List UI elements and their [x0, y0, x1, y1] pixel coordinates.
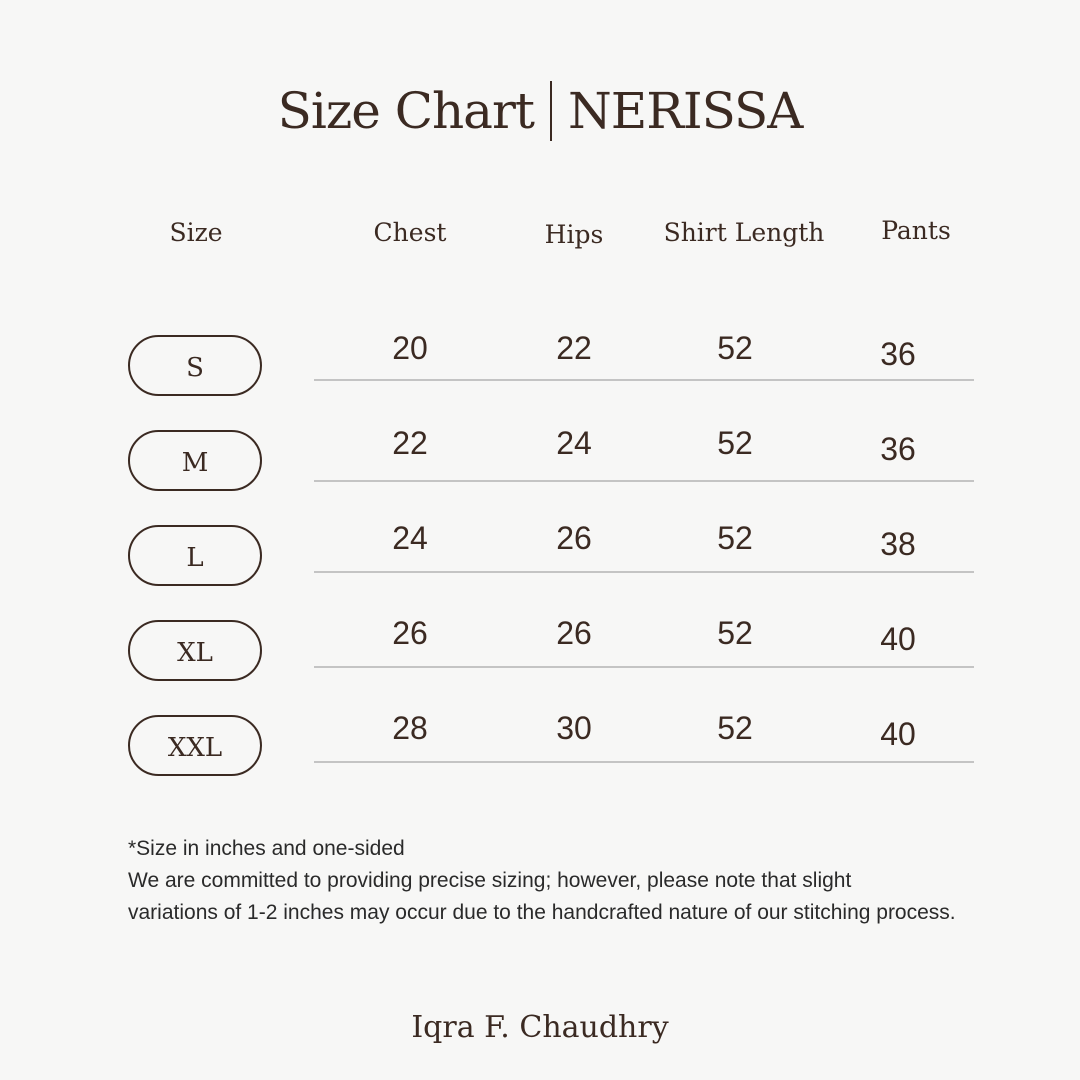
row-divider: [314, 761, 974, 763]
cell-hips: 26: [556, 520, 592, 556]
cell-hips: 24: [556, 425, 592, 461]
cell-chest: 24: [392, 520, 428, 556]
brand-name: Iqra F. Chaudhry: [411, 1010, 669, 1045]
page-title: [0, 82, 1080, 145]
title-text: Size Chart: [277, 82, 534, 140]
header-hips: Hips: [544, 220, 604, 249]
header-size: Size: [169, 218, 223, 247]
cell-pants: 36: [880, 431, 916, 467]
cell-pants: 40: [880, 621, 916, 657]
cell-shirt-length: 52: [717, 615, 753, 651]
note-line-disclaimer-2: variations of 1-2 inches may occur due to the handcrafted nature of our stitching process.: [128, 901, 956, 924]
title-separator: [550, 81, 552, 141]
cell-chest: 26: [392, 615, 428, 651]
size-note: [128, 833, 1028, 929]
cell-hips: 26: [556, 615, 592, 651]
row-divider: [314, 666, 974, 668]
size-label-m: M: [128, 430, 262, 491]
row-divider: [314, 379, 974, 381]
header-chest: Chest: [373, 218, 447, 247]
cell-chest: 22: [392, 425, 428, 461]
cell-shirt-length: 52: [717, 425, 753, 461]
cell-hips: 22: [556, 330, 592, 366]
cell-shirt-length: 52: [717, 330, 753, 366]
size-label-xxl: XXL: [128, 715, 262, 776]
header-pants: Pants: [881, 216, 951, 245]
cell-chest: 28: [392, 710, 428, 746]
row-divider: [314, 480, 974, 482]
size-label-s: S: [128, 335, 262, 396]
size-label-l: L: [128, 525, 262, 586]
note-line-units: *Size in inches and one-sided: [128, 837, 405, 860]
cell-pants: 38: [880, 526, 916, 562]
product-name: NERISSA: [567, 82, 803, 140]
cell-pants: 40: [880, 716, 916, 752]
cell-pants: 36: [880, 336, 916, 372]
cell-shirt-length: 52: [717, 520, 753, 556]
cell-hips: 30: [556, 710, 592, 746]
size-label-xl: XL: [128, 620, 262, 681]
row-divider: [314, 571, 974, 573]
header-shirt-length: Shirt Length: [663, 218, 825, 247]
cell-chest: 20: [392, 330, 428, 366]
cell-shirt-length: 52: [717, 710, 753, 746]
note-line-disclaimer-1: We are committed to providing precise sizing; however, please note that slight: [128, 869, 852, 892]
